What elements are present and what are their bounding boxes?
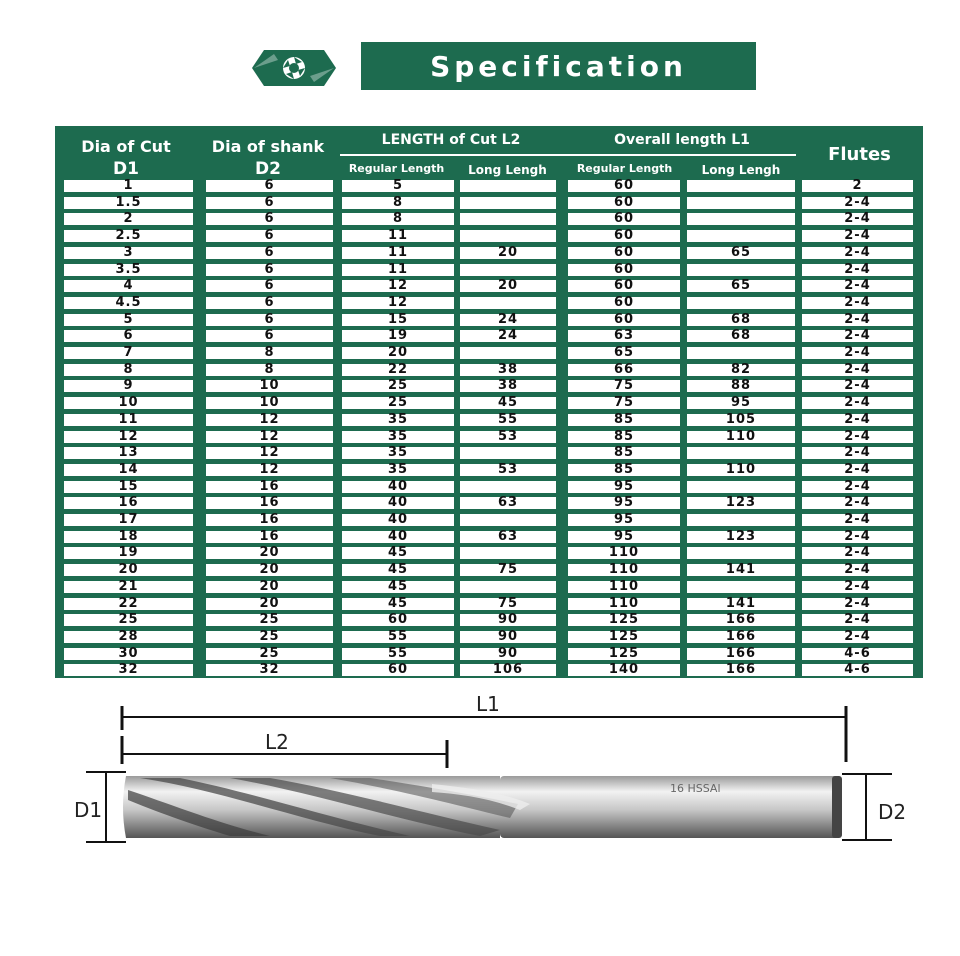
- cell-dia-shank: 10: [206, 380, 333, 392]
- cell-overall-regular: 125: [568, 631, 680, 643]
- cell-dia-cut: 22: [64, 598, 193, 610]
- header-dia-cut-label: Dia of Cut: [81, 137, 171, 156]
- table-row: [55, 528, 923, 544]
- cell-length-long: 38: [460, 380, 556, 392]
- cell-flutes: 2-4: [802, 497, 913, 509]
- cell-dia-shank: 12: [206, 464, 333, 476]
- header-long-length: Long Lengh: [468, 163, 547, 177]
- table-row: [55, 261, 923, 277]
- table-row: [55, 595, 923, 611]
- table-row: [55, 330, 923, 342]
- header-length-cut: LENGTH of Cut L2: [381, 132, 521, 148]
- cell-dia-shank: 10: [206, 397, 333, 409]
- cell-length-long: 90: [460, 631, 556, 643]
- header-dia-cut: [55, 136, 197, 180]
- cell-dia-shank: 25: [206, 631, 333, 643]
- cell-dia-cut: 32: [64, 664, 193, 676]
- cell-dia-shank: 25: [206, 614, 333, 626]
- cell-flutes: 2-4: [802, 481, 913, 493]
- cell-dia-shank: 12: [206, 447, 333, 459]
- cell-flutes: 2-4: [802, 397, 913, 409]
- table-row: [55, 361, 923, 377]
- table-row: [55, 564, 923, 576]
- cell-length-long: 75: [460, 564, 556, 576]
- l2-label: L2: [265, 730, 289, 754]
- cell-dia-shank: 6: [206, 247, 333, 259]
- cell-dia-cut: 1.5: [64, 197, 193, 209]
- cell-length-regular: 55: [342, 648, 454, 660]
- cell-dia-shank: 25: [206, 648, 333, 660]
- cell-length-regular: 35: [342, 414, 454, 426]
- cell-flutes: 2-4: [802, 447, 913, 459]
- cell-dia-shank: 16: [206, 497, 333, 509]
- table-row: [55, 397, 923, 409]
- cell-length-long: 24: [460, 330, 556, 342]
- table-row: [55, 514, 923, 526]
- cell-dia-shank: 20: [206, 547, 333, 559]
- brand-logo-icon: [252, 46, 336, 90]
- cell-dia-cut: 14: [64, 464, 193, 476]
- cell-length-long: 90: [460, 648, 556, 660]
- cell-overall-regular: 60: [568, 264, 680, 276]
- cell-dia-shank: 12: [206, 414, 333, 426]
- cell-dia-cut: 30: [64, 648, 193, 660]
- cell-overall-long: 82: [687, 364, 795, 376]
- cell-flutes: 2-4: [802, 330, 913, 342]
- cell-overall-regular: 125: [568, 614, 680, 626]
- header-regular-length-2: Regular Length: [576, 162, 673, 175]
- cell-overall-regular: 60: [568, 314, 680, 326]
- table-row: [55, 347, 923, 359]
- cell-overall-long: [687, 514, 795, 526]
- table-row: [55, 230, 923, 242]
- cell-flutes: 2-4: [802, 414, 913, 426]
- cell-overall-regular: 60: [568, 197, 680, 209]
- cell-overall-long: 68: [687, 314, 795, 326]
- cell-dia-cut: 1: [64, 180, 193, 192]
- cell-length-regular: 12: [342, 280, 454, 292]
- cell-overall-regular: 60: [568, 280, 680, 292]
- cell-flutes: 2-4: [802, 614, 913, 626]
- table-row: [55, 311, 923, 327]
- cell-length-long: 24: [460, 314, 556, 326]
- cell-flutes: 2-4: [802, 581, 913, 593]
- cell-length-regular: 45: [342, 581, 454, 593]
- header-regular-length: Regular Length: [348, 162, 445, 175]
- cell-dia-shank: 12: [206, 431, 333, 443]
- cell-overall-long: 166: [687, 648, 795, 660]
- cell-dia-shank: 16: [206, 481, 333, 493]
- cell-length-long: 63: [460, 531, 556, 543]
- cell-flutes: 2-4: [802, 547, 913, 559]
- header-d2-label: D2: [255, 159, 281, 179]
- cell-flutes: 2-4: [802, 364, 913, 376]
- cell-length-regular: 40: [342, 531, 454, 543]
- cell-overall-long: [687, 581, 795, 593]
- header-d1-label: D1: [113, 159, 139, 179]
- cell-flutes: 2-4: [802, 280, 913, 292]
- table-row: [55, 428, 923, 444]
- cell-dia-shank: 6: [206, 197, 333, 209]
- table-row: [55, 411, 923, 427]
- table-row: [55, 547, 923, 559]
- table-row: [55, 447, 923, 459]
- cell-dia-shank: 20: [206, 581, 333, 593]
- cell-length-regular: 35: [342, 431, 454, 443]
- cell-overall-regular: 85: [568, 464, 680, 476]
- table-row: [55, 461, 923, 477]
- cell-overall-regular: 110: [568, 581, 680, 593]
- cell-length-regular: 8: [342, 213, 454, 225]
- cell-length-long: [460, 481, 556, 493]
- table-row: [55, 664, 923, 676]
- cell-length-regular: 11: [342, 264, 454, 276]
- cell-length-regular: 19: [342, 330, 454, 342]
- cell-flutes: 2-4: [802, 514, 913, 526]
- cell-overall-long: [687, 481, 795, 493]
- cell-flutes: 2-4: [802, 347, 913, 359]
- cell-flutes: 2-4: [802, 197, 913, 209]
- cell-dia-cut: 17: [64, 514, 193, 526]
- cell-overall-regular: 60: [568, 213, 680, 225]
- cell-dia-cut: 4: [64, 280, 193, 292]
- table-row: [55, 478, 923, 494]
- cell-dia-shank: 16: [206, 531, 333, 543]
- cell-overall-regular: 125: [568, 648, 680, 660]
- header-long-length-2: Long Lengh: [701, 163, 781, 177]
- shank-engraving: 16 HSSAl: [670, 782, 721, 795]
- cell-length-regular: 45: [342, 564, 454, 576]
- cell-length-long: [460, 180, 556, 192]
- table-row: [55, 280, 923, 292]
- cell-length-regular: 45: [342, 598, 454, 610]
- cell-overall-regular: 65: [568, 347, 680, 359]
- cell-overall-long: 68: [687, 330, 795, 342]
- cell-flutes: 2-4: [802, 380, 913, 392]
- cell-dia-cut: 2.5: [64, 230, 193, 242]
- header-flutes: Flutes: [828, 144, 891, 165]
- cell-length-regular: 8: [342, 197, 454, 209]
- cell-overall-long: 123: [687, 531, 795, 543]
- cell-overall-regular: 95: [568, 497, 680, 509]
- cell-dia-shank: 16: [206, 514, 333, 526]
- cell-dia-cut: 9: [64, 380, 193, 392]
- cell-length-long: [460, 213, 556, 225]
- cell-flutes: 2-4: [802, 631, 913, 643]
- cell-dia-cut: 4.5: [64, 297, 193, 309]
- cell-dia-shank: 6: [206, 280, 333, 292]
- cell-length-long: 45: [460, 397, 556, 409]
- cell-flutes: 4-6: [802, 648, 913, 660]
- cell-overall-long: 95: [687, 397, 795, 409]
- cell-flutes: 4-6: [802, 664, 913, 676]
- cell-overall-long: [687, 297, 795, 309]
- cell-dia-cut: 3: [64, 247, 193, 259]
- cell-dia-shank: 6: [206, 297, 333, 309]
- cell-length-long: [460, 347, 556, 359]
- d2-label: D2: [878, 800, 907, 824]
- cell-dia-cut: 25: [64, 614, 193, 626]
- table-row: [55, 380, 923, 392]
- header-divider: [340, 154, 796, 156]
- cell-length-regular: 35: [342, 464, 454, 476]
- cell-dia-shank: 20: [206, 598, 333, 610]
- cell-length-regular: 40: [342, 497, 454, 509]
- cell-length-long: 20: [460, 280, 556, 292]
- table-row: [55, 497, 923, 509]
- cell-length-long: [460, 230, 556, 242]
- cell-length-regular: 60: [342, 664, 454, 676]
- table-row: [55, 213, 923, 225]
- cell-overall-long: 65: [687, 247, 795, 259]
- cell-overall-long: 166: [687, 664, 795, 676]
- table-row: [55, 614, 923, 626]
- cell-length-long: 75: [460, 598, 556, 610]
- cell-flutes: 2-4: [802, 297, 913, 309]
- cell-flutes: 2-4: [802, 564, 913, 576]
- cell-overall-regular: 60: [568, 297, 680, 309]
- cell-length-long: 53: [460, 464, 556, 476]
- cell-length-long: 53: [460, 431, 556, 443]
- cell-overall-regular: 63: [568, 330, 680, 342]
- cell-overall-long: [687, 264, 795, 276]
- cell-overall-regular: 85: [568, 447, 680, 459]
- cell-flutes: 2-4: [802, 531, 913, 543]
- cell-dia-shank: 6: [206, 180, 333, 192]
- cell-dia-cut: 15: [64, 481, 193, 493]
- table-row: [55, 628, 923, 644]
- cell-dia-shank: 6: [206, 330, 333, 342]
- cell-overall-long: 166: [687, 614, 795, 626]
- cell-flutes: 2: [802, 180, 913, 192]
- cell-overall-long: 141: [687, 598, 795, 610]
- table-row: [55, 244, 923, 260]
- table-row: [55, 180, 923, 192]
- cell-length-long: 63: [460, 497, 556, 509]
- table-row: [55, 578, 923, 594]
- cell-length-long: [460, 197, 556, 209]
- header-dia-shank: [203, 136, 333, 180]
- cell-length-long: [460, 514, 556, 526]
- cell-overall-regular: 60: [568, 180, 680, 192]
- cell-overall-long: [687, 230, 795, 242]
- cell-overall-long: 110: [687, 431, 795, 443]
- cell-length-long: [460, 264, 556, 276]
- cell-overall-regular: 110: [568, 564, 680, 576]
- end-mill-diagram: [80, 700, 920, 850]
- cell-dia-cut: 11: [64, 414, 193, 426]
- cell-dia-cut: 19: [64, 547, 193, 559]
- cell-dia-shank: 8: [206, 347, 333, 359]
- cell-length-long: [460, 297, 556, 309]
- cell-overall-regular: 95: [568, 481, 680, 493]
- cell-dia-shank: 6: [206, 264, 333, 276]
- l1-label: L1: [476, 692, 500, 716]
- cell-overall-long: [687, 180, 795, 192]
- cell-dia-cut: 12: [64, 431, 193, 443]
- header-dia-shank-label: Dia of shank: [211, 137, 325, 156]
- cell-length-long: [460, 581, 556, 593]
- cell-overall-regular: 140: [568, 664, 680, 676]
- cell-overall-long: [687, 213, 795, 225]
- cell-overall-regular: 85: [568, 431, 680, 443]
- cell-flutes: 2-4: [802, 314, 913, 326]
- cell-overall-long: [687, 347, 795, 359]
- cell-length-regular: 22: [342, 364, 454, 376]
- cell-length-long: 20: [460, 247, 556, 259]
- cell-overall-regular: 95: [568, 531, 680, 543]
- spec-table: [55, 126, 923, 678]
- cell-overall-regular: 110: [568, 598, 680, 610]
- cell-overall-long: [687, 547, 795, 559]
- cell-length-regular: 45: [342, 547, 454, 559]
- cell-overall-regular: 66: [568, 364, 680, 376]
- cell-flutes: 2-4: [802, 264, 913, 276]
- cell-dia-cut: 2: [64, 213, 193, 225]
- cell-dia-cut: 20: [64, 564, 193, 576]
- cell-flutes: 2-4: [802, 247, 913, 259]
- cell-length-long: 55: [460, 414, 556, 426]
- cell-length-regular: 60: [342, 614, 454, 626]
- cell-overall-regular: 60: [568, 247, 680, 259]
- cell-length-long: [460, 447, 556, 459]
- cell-overall-regular: 75: [568, 380, 680, 392]
- cell-overall-long: 88: [687, 380, 795, 392]
- cell-length-regular: 55: [342, 631, 454, 643]
- cell-flutes: 2-4: [802, 213, 913, 225]
- cell-overall-regular: 75: [568, 397, 680, 409]
- cell-overall-long: [687, 447, 795, 459]
- cell-flutes: 2-4: [802, 598, 913, 610]
- cell-overall-regular: 110: [568, 547, 680, 559]
- cell-length-regular: 11: [342, 230, 454, 242]
- cell-length-regular: 5: [342, 180, 454, 192]
- cell-length-long: 90: [460, 614, 556, 626]
- cell-overall-long: 166: [687, 631, 795, 643]
- cell-dia-shank: 6: [206, 213, 333, 225]
- cell-flutes: 2-4: [802, 431, 913, 443]
- cell-overall-long: 141: [687, 564, 795, 576]
- cell-length-regular: 15: [342, 314, 454, 326]
- cell-length-regular: 40: [342, 514, 454, 526]
- cell-overall-long: 123: [687, 497, 795, 509]
- cell-dia-cut: 8: [64, 364, 193, 376]
- table-row: [55, 194, 923, 210]
- cell-length-long: 38: [460, 364, 556, 376]
- cell-length-long: 106: [460, 664, 556, 676]
- cell-length-long: [460, 547, 556, 559]
- cell-dia-cut: 10: [64, 397, 193, 409]
- cell-overall-long: [687, 197, 795, 209]
- cell-dia-shank: 6: [206, 314, 333, 326]
- cell-length-regular: 40: [342, 481, 454, 493]
- header-overall-length: Overall length L1: [614, 132, 750, 148]
- cell-flutes: 2-4: [802, 464, 913, 476]
- cell-dia-cut: 7: [64, 347, 193, 359]
- cell-dia-shank: 20: [206, 564, 333, 576]
- cell-dia-shank: 6: [206, 230, 333, 242]
- cell-dia-cut: 18: [64, 531, 193, 543]
- cell-dia-cut: 3.5: [64, 264, 193, 276]
- cell-dia-shank: 32: [206, 664, 333, 676]
- cell-overall-regular: 60: [568, 230, 680, 242]
- cell-length-regular: 25: [342, 397, 454, 409]
- cell-overall-long: 105: [687, 414, 795, 426]
- cell-length-regular: 11: [342, 247, 454, 259]
- cell-dia-cut: 28: [64, 631, 193, 643]
- cell-length-regular: 35: [342, 447, 454, 459]
- cell-flutes: 2-4: [802, 230, 913, 242]
- cell-dia-cut: 16: [64, 497, 193, 509]
- cell-overall-long: 65: [687, 280, 795, 292]
- cell-overall-regular: 85: [568, 414, 680, 426]
- cell-dia-cut: 21: [64, 581, 193, 593]
- cell-dia-shank: 8: [206, 364, 333, 376]
- table-row: [55, 645, 923, 661]
- cell-overall-regular: 95: [568, 514, 680, 526]
- cell-overall-long: 110: [687, 464, 795, 476]
- cell-dia-cut: 13: [64, 447, 193, 459]
- cell-dia-cut: 5: [64, 314, 193, 326]
- cell-dia-cut: 6: [64, 330, 193, 342]
- cell-length-regular: 20: [342, 347, 454, 359]
- page-title: Specification: [361, 42, 756, 90]
- table-row: [55, 294, 923, 310]
- d1-label: D1: [74, 798, 103, 822]
- cell-length-regular: 12: [342, 297, 454, 309]
- cell-length-regular: 25: [342, 380, 454, 392]
